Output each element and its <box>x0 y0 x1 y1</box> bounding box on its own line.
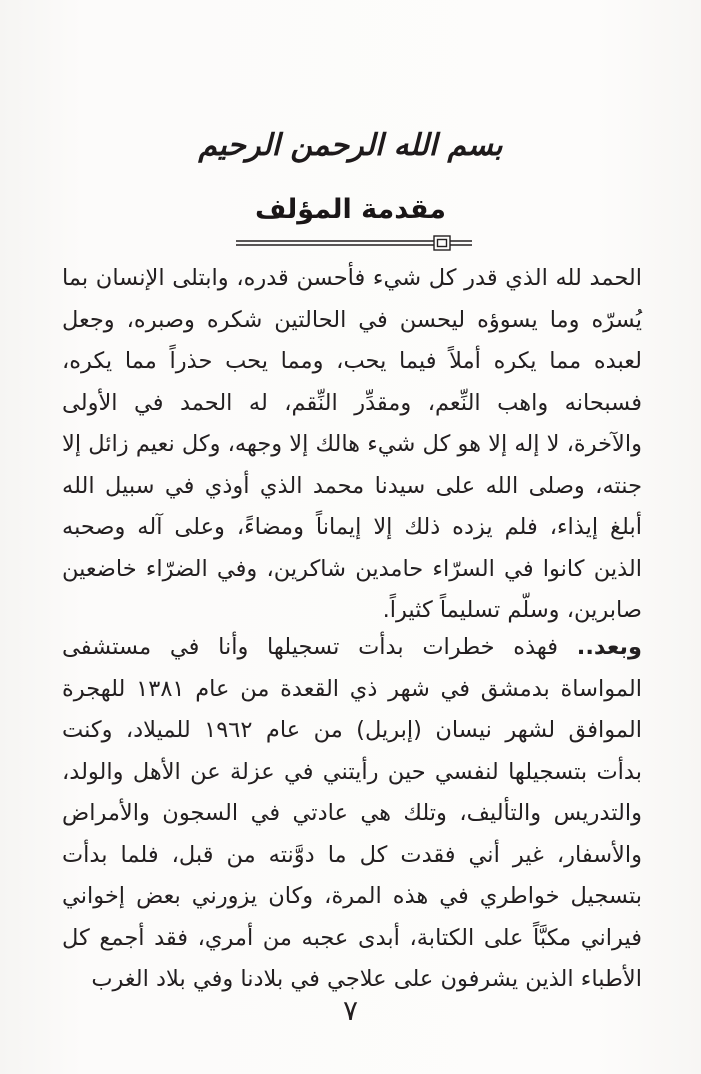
page-number: ٧ <box>342 994 359 1027</box>
basmala-calligraphy: بسم الله الرحمن الرحيم <box>198 128 503 163</box>
heading-ornament-divider <box>236 232 472 254</box>
section-heading: مقدمة المؤلف <box>255 194 446 225</box>
intro-paragraph: الحمد لله الذي قدر كل شيء فأحسن قدره، وابتلى الإنسان بما يُسرّه وما يسوؤه ليحسن في الحالتين شكره وصبره، وجعل لعبده مما يكره أملاً فيما يحب، ومما يحب حذراً مما يكره، فسبحانه واهب النِّعم، ومقدِّر النِّقم، له الحمد في الأولى والآخرة، لا إله إلا هو كل شيء هالك إلا وجهه، وكل نعيم زائل إلا جنته، وصلى الله على سيدنا محمد الذي أوذي في سبيل الله أبلغ إيذاء، فلم يزده ذلك إلا إيماناً ومضاءً، وعلى آله وصحبه الذين كانوا في السرّاء حامدين شاكرين، وفي الضرّاء خاضعين صابرين، وسلّم تسليماً كثيراً. <box>62 265 642 623</box>
body-paragraph <box>62 627 642 1001</box>
body-paragraph-text: فهذه خطرات بدأت تسجيلها وأنا في مستشفى المواساة بدمشق في شهر ذي القعدة من عام ١٣٨١ للهجرة الموافق لشهر نيسان (إبريل) من عام ١٩٦٢ للميلاد، وكنت بدأت بتسجيلها لنفسي حين رأيتني في عزلة عن الأهل والولد، والتدريس والتأليف، وتلك هي عادتي في السجون والأمراض والأسفار، غير أني فقدت كل ما دوَّنته من قبل، فلما بدأت بتسجيل خواطري في هذه المرة، وكان يزورني بعض إخواني فيراني مكبَّاً على الكتابة، أبدى عجبه من أمري، فقد أجمع كل الأطباء الذين يشرفون على علاجي في بلادنا وفي بلاد الغرب <box>62 634 642 992</box>
paragraph-lead-word: وبعد.. <box>576 634 642 660</box>
